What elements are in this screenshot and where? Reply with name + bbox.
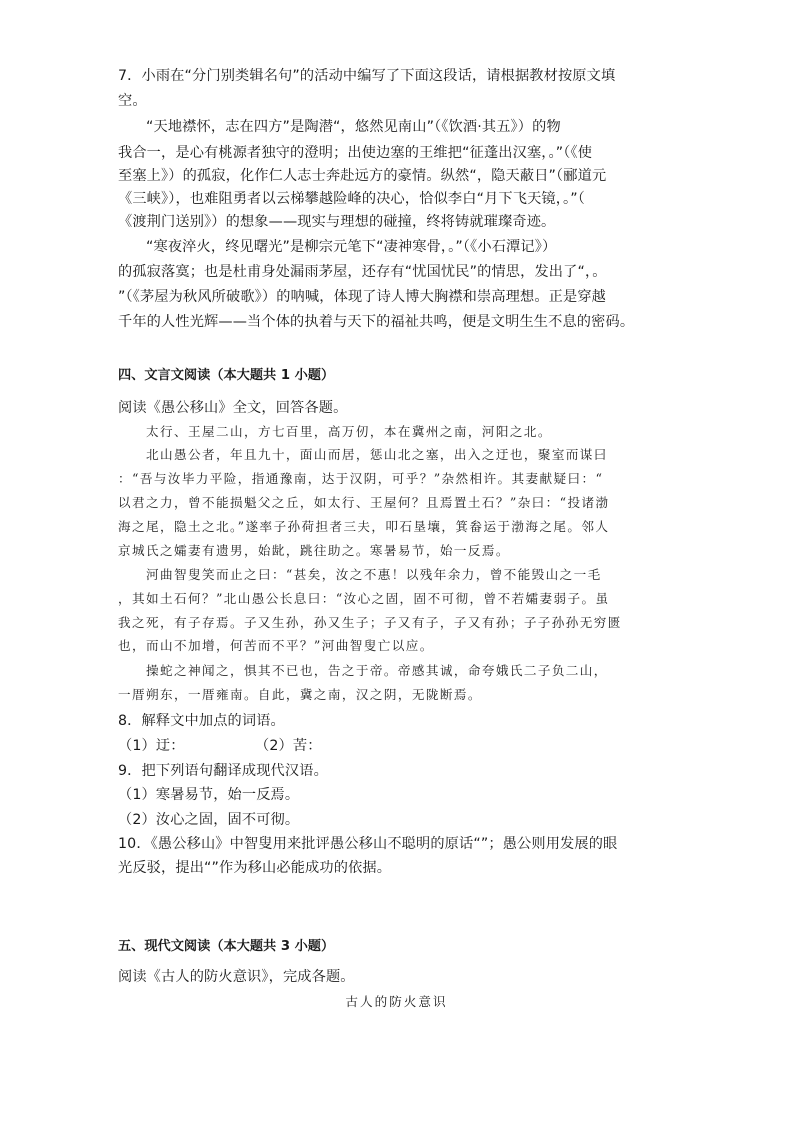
q7-paragraph2-line3: ”（《茅屋为秋风所破歌》）的呐喊，体现了诗人博大胸襟和崇高理想。正是穿越 — [118, 289, 607, 305]
classical-text-line: 以君之力，曾不能损魁父之丘，如太行、王屋何？且焉置土石？”杂曰：“投诸渤 — [118, 495, 610, 510]
q9-prompt: 9．把下列语句翻译成现代汉语。 — [118, 763, 328, 779]
q8-item2: （2）苦： — [255, 738, 322, 754]
q10-prompt-line1: 10．《愚公移山》中智叟用来批评愚公移山不聪明的原话“”；愚公则用发展的眼 — [118, 836, 618, 852]
section4-heading: 四、文言文阅读（本大题共 1 小题） — [118, 368, 335, 383]
classical-text-line: 我之死，有子存焉。子又生孙，孙又生子；子又有子，子又有孙；子子孙孙无穷匮 — [118, 615, 622, 630]
q9-item2: （2）汝心之固，固不可彻。 — [118, 812, 300, 828]
classical-text-line: 操蛇之神闻之，惧其不已也，告之于帝。帝感其诚，命夸娥氏二子负二山， — [146, 663, 608, 678]
section5-intro: 阅读《古人的防火意识》，完成各题。 — [118, 969, 355, 985]
section4-intro: 阅读《愚公移山》全文，回答各题。 — [118, 400, 348, 416]
q7-paragraph2-line1: “寒夜淬火，终见曙光”是柳宗元笔下“凄神寒骨，。”（《小石潭记》） — [146, 239, 557, 255]
q7-prompt-line1: 7．小雨在“分门别类辑名句”的活动中编写了下面这段话，请根据教材按原文填 — [118, 68, 616, 84]
q7-paragraph1-line3: 至塞上》）的孤寂，化作仁人志士奔赴远方的豪情。纵然“，隐天蔽日”（郦道元 — [118, 168, 607, 184]
classical-text-line: 一厝朔东，一厝雍南。自此，冀之南，汉之阴，无陇断焉。 — [118, 687, 482, 702]
classical-text-line: 太行、王屋二山，方七百里，高万仞，本在冀州之南，河阳之北。 — [146, 424, 552, 439]
q7-paragraph1-line1: “天地襟怀，志在四方”是陶潜“，悠然见南山”（《饮酒·其五》）的物 — [146, 119, 561, 135]
q7-paragraph1-line2: 我合一，是心有桃源者独守的澄明；出使边塞的王维把“征蓬出汉塞，。”（《使 — [118, 145, 593, 161]
q7-paragraph2-line2: 的孤寂落寞；也是杜甫身处漏雨茅屋，还存有“忧国忧民”的情思，发出了“，。 — [118, 264, 607, 280]
classical-text-line: 也，而山不加增，何苦而不平？”河曲智叟亡以应。 — [118, 638, 434, 653]
classical-text-line: ：“吾与汝毕力平险，指通豫南，达于汉阴，可乎？”杂然相许。其妻献疑曰：“ — [118, 471, 604, 486]
section5-heading: 五、现代文阅读（本大题共 3 小题） — [118, 939, 335, 954]
classical-text-line: ，其如土石何？”北山愚公长息曰：“汝心之固，固不可彻，曾不若孀妻弱子。虽 — [118, 591, 610, 606]
classical-text-line: 河曲智叟笑而止之曰：“甚矣，汝之不惠！以残年余力，曾不能毁山之一毛 — [146, 567, 602, 582]
classical-text-line: 海之尾，隐土之北。”遂率子孙荷担者三夫，叩石垦壤，箕畚运于渤海之尾。邻人 — [118, 519, 610, 534]
classical-text-line: 北山愚公者，年且九十，面山而居，惩山北之塞，出入之迂也，聚室而谋曰 — [146, 447, 608, 462]
q7-paragraph1-line4: 《三峡》），也难阻勇者以云梯攀越险峰的决心，恰似李白“月下飞天镜，。”（ — [118, 191, 585, 207]
q8-item1: （1）迂： — [118, 738, 185, 754]
classical-text-line: 京城氏之孀妻有遗男，始龀，跳往助之。寒暑易节，始一反焉。 — [118, 543, 510, 558]
q9-item1: （1）寒暑易节，始一反焉。 — [118, 787, 300, 803]
q7-prompt-line2: 空。 — [118, 93, 147, 109]
q7-paragraph1-line5: 《渡荆门送别》）的想象——现实与理想的碰撞，终将铸就璀璨奇迹。 — [118, 214, 556, 230]
q8-prompt: 8．解释文中加点的词语。 — [118, 713, 285, 729]
q10-prompt-line2: 光反驳，提出“”作为移山必能成功的依据。 — [118, 860, 392, 876]
q7-paragraph2-line4: 千年的人性光辉——当个体的执着与天下的福祉共鸣，便是文明生生不息的密码。 — [118, 314, 635, 330]
article-title: 古人的防火意识 — [345, 994, 448, 1009]
